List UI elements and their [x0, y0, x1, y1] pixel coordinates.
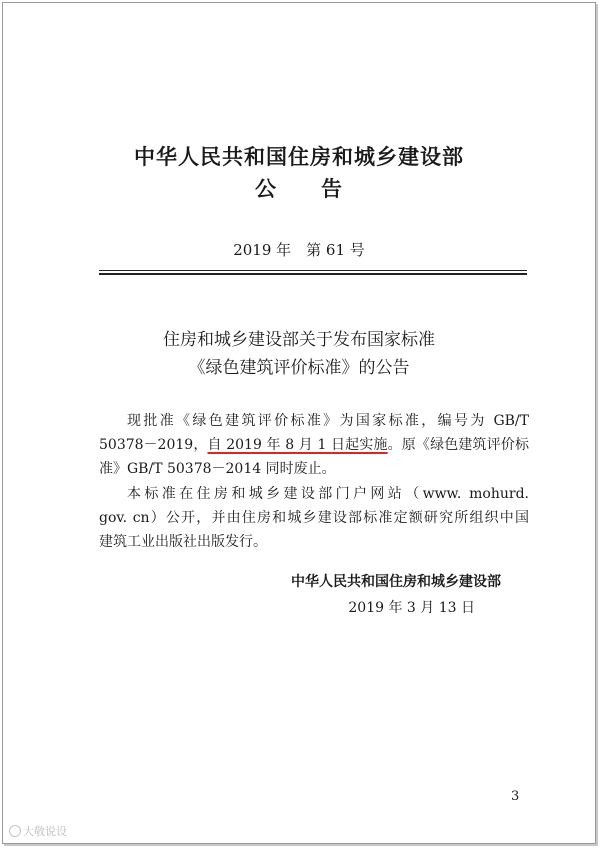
paragraph-line: 现批准《绿色建筑评价标准》为国家标准，编号为 GB/T — [127, 413, 529, 429]
paragraph-line: 本标准在住房和城乡建设部门户网站（www. mohurd. — [127, 486, 529, 502]
standard-number-text: 50378－2019， — [99, 437, 208, 453]
watermark-text: 大敬说设 — [23, 825, 67, 838]
paragraph-publication — [99, 482, 529, 554]
paragraph-line — [99, 433, 529, 457]
headline-line-2: 《绿色建筑评价标准》的公告 — [188, 358, 410, 378]
paragraph-line: 建筑工业出版社出版发行。 — [99, 534, 267, 550]
signing-authority: 中华人民共和国住房和城乡建设部 — [291, 574, 501, 590]
paragraph-approval — [99, 409, 529, 481]
notice-title: 公 告 — [255, 177, 343, 201]
header-rule-thick — [99, 273, 527, 275]
watermark-logo-icon — [9, 825, 21, 837]
headline-line-1: 住房和城乡建设部关于发布国家标准 — [163, 330, 435, 350]
header-rule-thin — [99, 270, 527, 271]
watermark — [9, 823, 67, 839]
page-number: 3 — [511, 789, 520, 804]
effective-date-highlight: 自 2019 年 8 月 1 日起实施 — [207, 437, 388, 453]
paragraph-text: 。原《绿色建筑评价标 — [387, 437, 530, 453]
paragraph-line: gov. cn）公开，并由住房和城乡建设部标准定额研究所组织中国 — [99, 510, 529, 526]
ministry-name: 中华人民共和国住房和城乡建设部 — [134, 145, 464, 169]
document-number: 2019 年 第 61 号 — [233, 241, 365, 259]
paragraph-line: 准》GB/T 50378－2014 同时废止。 — [99, 461, 336, 477]
signing-date: 2019 年 3 月 13 日 — [348, 600, 475, 616]
document-page — [2, 2, 596, 844]
